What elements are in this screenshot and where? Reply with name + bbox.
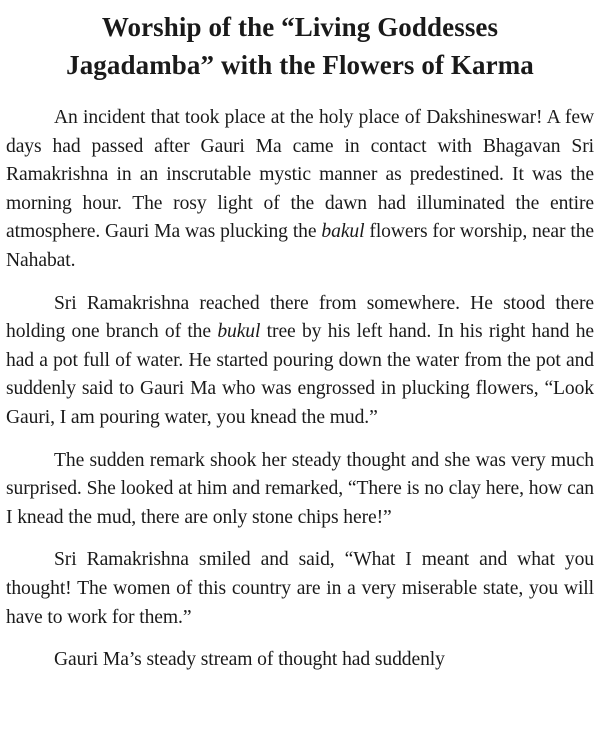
paragraph-4 <box>6 546 594 632</box>
text-run: tree by his left hand. In his right hand he had a pot full of water. He started pouring down the water from the pot and suddenly said to Gauri Ma who was engrossed in plucking flowers, “Look Gauri, I am pouring water, you knead the mud.” <box>6 321 594 428</box>
paragraph-2 <box>6 290 594 433</box>
chapter-title <box>6 8 594 84</box>
text-run: Gauri Ma’s steady stream of thought had suddenly <box>54 649 445 671</box>
italic-term: bukul <box>217 321 261 343</box>
text-run: Sri Ramakrishna reached there from somewhere. He stood there holding one branch of the <box>6 292 594 343</box>
paragraph-5 <box>6 646 594 675</box>
text-run: flowers for worship, near the Nahabat. <box>6 221 594 271</box>
book-page <box>6 0 594 675</box>
italic-term: bakul <box>321 221 365 243</box>
paragraph-1 <box>6 104 594 276</box>
body-text <box>6 104 594 675</box>
text-run: The sudden remark shook her steady thought and she was very much surprised. She looked at him and remarked, “There is no clay here, how can I knead the mud, there are only stone chips here!” <box>6 449 594 528</box>
chapter-title-line-1: Worship of the “Living Goddesses <box>101 12 499 42</box>
text-run: An incident that took place at the holy place of Dakshineswar! A few days had passed after Gauri Ma came in contact with Bhagavan Sri Ramakrishna in an inscrutable mystic manner as predestined. It was the morning hour. The rosy light of the dawn had illuminated the entire atmosphere. Gauri Ma was plucking the <box>6 107 594 243</box>
text-run: Sri Ramakrishna smiled and said, “What I meant and what you thought! The women of this country are in a very miserable state, you will have to work for them.” <box>6 549 594 628</box>
paragraph-3 <box>6 447 594 533</box>
chapter-title-line-2: Jagadamba” with the Flowers of Karma <box>66 50 534 80</box>
